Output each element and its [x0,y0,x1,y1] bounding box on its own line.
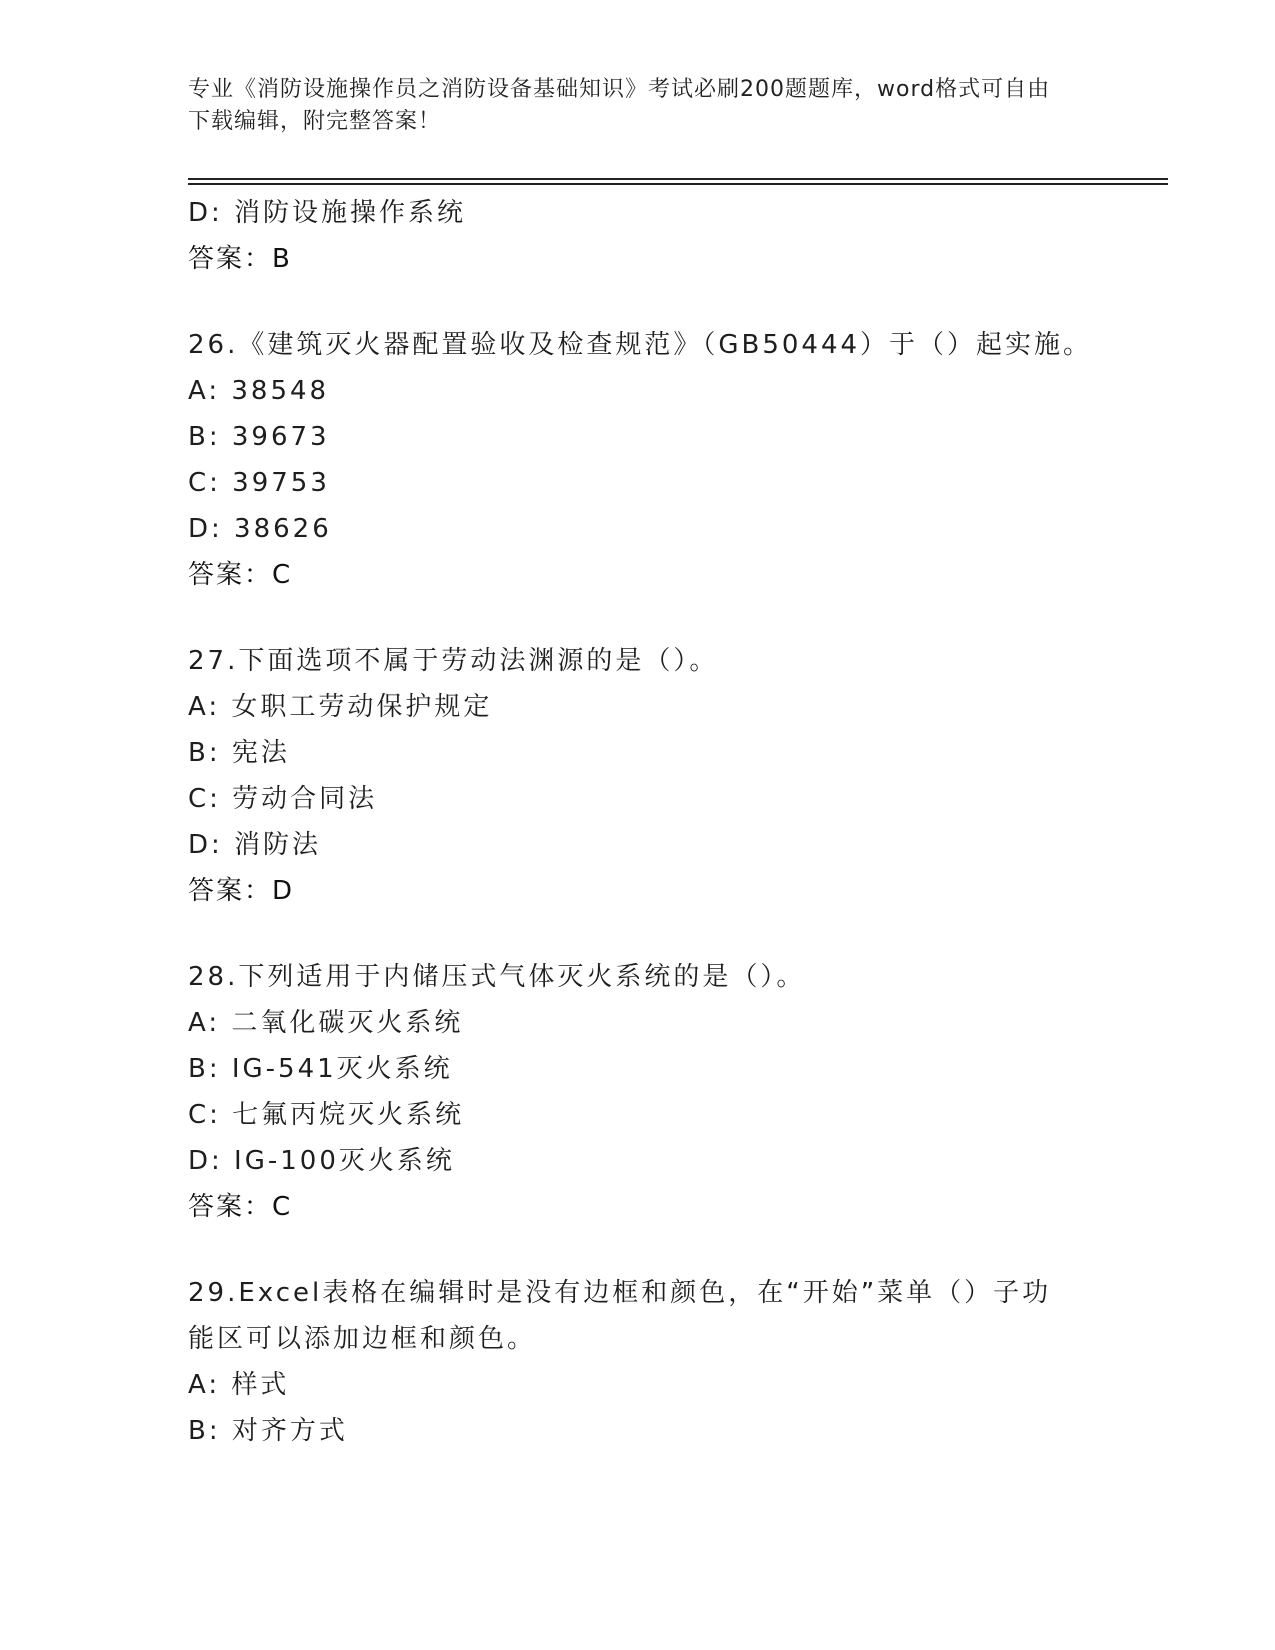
option-a: A: 38548 [188,376,330,406]
spacer [188,598,1088,638]
document-header: 专业《消防设施操作员之消防设备基础知识》考试必刷200题题库，word格式可自由下载编辑，附完整答案！ [188,77,1051,134]
answer: 答案：C [188,560,293,590]
question-list [188,190,1093,1454]
option-c: C: 劳动合同法 [188,784,378,814]
option-b: B: 对齐方式 [188,1416,348,1446]
question-stem: 26.《建筑灭火器配置验收及检查规范》（GB50444）于（）起实施。 [188,330,1093,360]
option-d: D: 消防设施操作系统 [188,198,467,228]
spacer [188,1230,1088,1270]
option-a: A: 女职工劳动保护规定 [188,692,493,722]
option-a: A: 样式 [188,1370,290,1400]
option-d: D: IG-100灭火系统 [188,1146,455,1176]
answer: 答案：C [188,1192,293,1222]
option-d: D: 38626 [188,514,332,544]
question-stem: 27.下面选项不属于劳动法渊源的是（）。 [188,646,719,676]
spacer [188,914,1088,954]
answer: 答案：B [188,244,292,274]
option-d: D: 消防法 [188,830,322,860]
header-rule-bottom [188,183,1168,185]
option-c: C: 七氟丙烷灭火系统 [188,1100,465,1130]
header-rule-top [188,178,1168,180]
question-stem: 28.下列适用于内储压式气体灭火系统的是（）。 [188,962,806,992]
option-b: B: IG-541灭火系统 [188,1054,453,1084]
option-b: B: 39673 [188,422,330,452]
option-b: B: 宪法 [188,738,290,768]
option-c: C: 39753 [188,468,330,498]
spacer [188,282,1088,322]
question-stem: 29.Excel表格在编辑时是没有边框和颜色，在“开始”菜单（）子功能区可以添加边框和颜色。 [188,1278,1052,1354]
option-a: A: 二氧化碳灭火系统 [188,1008,464,1038]
answer: 答案：D [188,876,295,906]
